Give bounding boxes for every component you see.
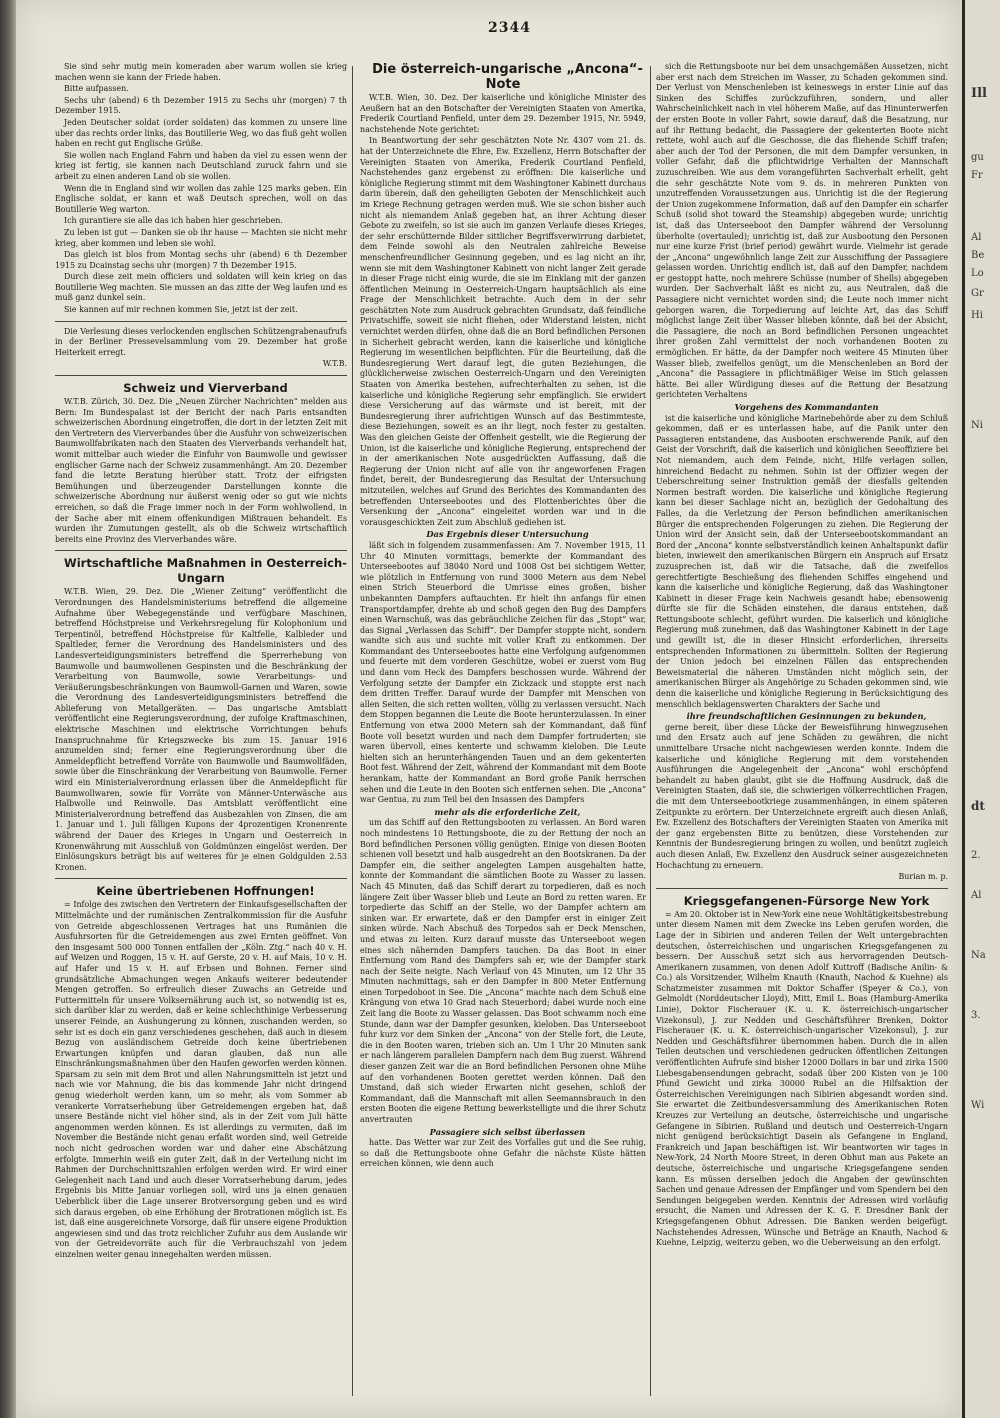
- fragment-text: Lo: [971, 268, 984, 279]
- column-rule: [650, 66, 651, 1396]
- section-divider: [55, 375, 347, 376]
- fragment-text: 3.: [971, 1010, 981, 1021]
- note-text: gerne bereit, über diese Lücke der Beweisführung hinwegzusehen und den Ersatz auch auf jene Schäden zu gewähren, die nicht unmittelbare Ursache nicht nachgewiesen werden konnte. Indem die kaiserliche und königliche Regierung mit dem vorstehenden Ausführungen die Angelegenheit der „Ancona“ wohl erschöpfend behandelt zu haben glaubt, gibt sie die Hoffnung Ausdruck, daß die Vereinigten Staaten, daß sie, die schwierigen völkerrechtlichen Fragen, die mit dem Unterseebootkriege zusammenhängen, in einem späteren Zeitpunkte zu erörtern. Der Unterzeichnete ergreift auch diesen Anlaß, Ew. Exzellenz des Botschafters der Vereinigten Staaten von Amerika mit der ganz ergebensten Bitte zu benützen, diese Vorstehenden zur Kenntnis der Bundesregierung bringen zu wollen, und benützt zugleich auch diesen Anlaß, Ew. Exzellenz den Ausdruck seiner ausgezeichneten Hochachtung zu erneuern.: [656, 722, 948, 870]
- subheading: ihre freundschaftlichen Gesinnungen zu bekunden,: [686, 711, 927, 722]
- paragraph: Sie kannen auf mir rechnen kommen Sie, jetzt ist der zeit.: [64, 305, 298, 315]
- paragraph: Durch diese zeit mein officiers und soldaten will kein krieg on das Boutillerie Weg machten. Sie mussen an das zitte der Weg laufen und es muß ganz dunkel sein.: [55, 272, 347, 303]
- paragraph: Jeden Deutscher soldat (order soldaten) das kommen zu unsere line uber das rechts order links, das Boutillerie Weg, wo das fluß geht wollen haben en recht gut Englische Grüße.: [55, 117, 347, 149]
- subheading: mehr als die erforderliche Zeit,: [434, 806, 581, 817]
- adjacent-page-edge: [962, 0, 1000, 1418]
- article-hoffnungen: = Infolge des zwischen den Vertretern der Einkaufsgesellschaften der Mittelmächte und der rumänischen Zentralkommission für die Ausfuhr von Getreide abgeschlossenen Vertrages hat uns Rumänien die Ausfuhrsorten für die Getreidemengen aus zwei Ernten geöffnet. Von den insgesamt 500 000 Tonnen entfallen der „Köln. Ztg.“ nach 40 v. H. auf Weizen und Roggen, 15 v. H. auf Gerste, 20 v. H. auf Mais, 10 v. H. auf Hafer und 15 v. H. auf Erbsen und Bohnen. Ferner sind grundsätzliche Abmachungen wegen Ankaufs weiterer bedeutender Mengen getroffen. So erfreulich dieser Zuwachs an Getreide und Futtermitteln für unsere Volksernährung auch ist, so notwendig ist es, sich darüber klar zu werden, daß er keine schlechthinige Verbesserung unserer Feinde, an Aushungerung zu können, zuschanden werden, so sehr ist es doch ein ganz verschiedenes geschehen, daß auch in diesem Bezug von ausländischem Getreide doch keine übertriebenen Erwartungen knüpfen und daran glauben, daß nun alle Einschränkungsmaßnahmen über den Haufen geworfen werden können. Sparsam zu sein mit dem Brot und allen Nahrungsmitteln ist jetzt und nach wie vor Mahnung, die bis das kommende Jahr nicht dringend genug wiederholt werden kann, um so mehr, als vom Sommer ab verankerte Vorratserhebung über Getreidemengen ergeben hat, daß unsere Bestände nicht viel höher sind, als in der Zeit vom Juli hätte angenommen werden können. Es ist allerdings zu vermuten, daß im November die Bestände nicht genau erfaßt worden sind, weil Getreide noch nicht gedroschen worden war und daher eine Abschätzung erfolgte. Immerhin weiß ein guter Zeit, daß in der Verteilung nicht im Rahmen der Durchschnittszahlen erfolgen werden wird. Er wird einer Gelegenheit nach Land und auch dieser Vorratserhebung darum, jedes Ergebnis bis Mitte Januar vorliegen soll, wird uns ja einen genauen Ueberblick über die Lage unserer Brotversorgung geben und es wird sich daraus ergeben, ob eine Erhöhung der Brotrationen möglich ist. Es ist, daß eine ausgereichnete Vorsorge, daß für unsere eigene Produktion angewiesen sind und das trotz reichlicher Zufuhr aus dem Auslande wir von der Getreidevorräte auch für die Verbrauchszahl von jedem einzelnen weiter genau innegehalten werden müssen.: [55, 900, 347, 1259]
- agency-signature: W.T.B.: [322, 359, 347, 369]
- paragraph: Sechs uhr (abend) 6 th Dezember 1915 zu Sechs uhr (morgen) 7 th Dezember 1915.: [55, 95, 347, 116]
- fragment-text: Al: [971, 890, 982, 901]
- headline-wirtschaft: Wirtschaftliche Maßnahmen in Oesterreich-Ungarn: [64, 556, 347, 586]
- article-intro: W.T.B. Wien, 30. Dez. Der kaiserliche und königliche Minister des Aeußern hat an den Botschafter der Vereinigten Staaten von Amerika, Frederik Courtland Penfield, unter dem 29. Dezember 1915, Nr. 5949, nachstehende Note gerichtet:: [360, 93, 646, 134]
- headline-ancona-note: Die österreich-ungarische „Ancona“-Note: [372, 62, 643, 92]
- fragment-text: Hi: [971, 310, 983, 321]
- paragraph: Sie wollen nach England Fahrn und haben da viel zu essen wenn der krieg ist fertig, sie kannen nach Deutschland zuruck fahrn und sie arbeit zu einen anderen Land ob sie wollen.: [55, 150, 347, 181]
- fragment-text: 2.: [971, 850, 981, 861]
- column-3: [656, 62, 948, 1250]
- paragraph: Sie sind sehr mutig mein komeraden aber warum wollen sie krieg machen wenn sie kann der Friede haben.: [55, 62, 347, 82]
- subheading: Das Ergebnis dieser Untersuchung: [426, 529, 589, 540]
- fragment-text: Ill: [971, 86, 987, 101]
- english-leaflet-text: [55, 62, 347, 316]
- fragment-text: Wi: [971, 1100, 985, 1111]
- paragraph: Das gleich ist blos from Montag sechs uhr (abend) 6 th Dezember 1915 zu Dcainstag sechs uhr (morgen) 7 th Dezember 1915.: [55, 250, 347, 270]
- headline-hoffnungen: Keine übertriebenen Hoffnungen!: [96, 884, 315, 899]
- column-rule: [352, 66, 353, 1396]
- fragment-text: Na: [971, 950, 986, 961]
- section-divider: [656, 888, 948, 889]
- article-schweiz: W.T.B. Zürich, 30. Dez. Die „Neuen Zürcher Nachrichten“ melden aus Bern: Im Bundespalast ist der Bericht der nach Paris entsandten schweizerischen Abordnung eingetroffen, die dort in der letzten Zeit mit den Vertretern des Vierverbandes über die Ausfuhr von schweizerischen Baumwollfabrikaten nach den Staaten des Vierverbands verhandelt hat, womit mittelbar auch wieder die Einfuhr von Baumwolle und gewisser englischer Garne nach der Schweiz zusammenhängt. Am 20. Dezember fand die letzte Beratung hierüber statt. Trotz der eifrigsten Bemühungen und überzeugender Darstellungen konnte die schweizerische Abordnung nur äußerst wenig oder so gut wie nichts erreichen, so daß die Frage immer noch in der Form wohlwollend, in der Sache aber mit einem offenkundigen Mißtrauen behandelt. Es wurden ihr Zumutungen gestellt, als ob die Schweiz wirtschaftlich bereits eine Provinz des Vierverbandes wäre.: [55, 397, 347, 544]
- page-number: 2344: [488, 20, 531, 36]
- subheading: Passagiere sich selbst überlassen: [429, 1126, 586, 1137]
- paragraph: Wenn die in England sind wir wollen das zahle 125 marks geben. Ein Englische soldat, er kann et waß Deutsch sprechen, woll on das Boutillerie Weg warton.: [55, 183, 347, 214]
- section-divider: [55, 550, 347, 551]
- paragraph: Bitte aufpassen.: [64, 84, 129, 94]
- paragraph: Zu leben ist gut — Danken sie ob ihr hause — Machten sie nicht mehr krieg, aber kommen und leben sie wohl.: [55, 227, 347, 248]
- note-text: sich die Rettungsboote nur bei dem unsachgemäßen Aussetzen, nicht aber erst nach dem Streichen im Wasser, zu Schaden gekommen sind. Der Verlust von Menschenleben ist keineswegs in erster Linie auf das Sinken des Schiffes zurückzuführen, sondern, und aller Wahrscheinlichkeit nach in viel höherem Maße, auf das Hinunterwerfen der ersten Boote in voller Fahrt, sowie darauf, daß die Besatzung, nur auf ihr Rettung bedacht, die Passagiere der gekenterten Boote nicht rettete, wohl auch auf die Geschosse, die das fliehende Schiff trafen; aber auch der Tod der Personen, die mit dem Dampfer versunken, in voller Gefahr, daß die pflichtwidrige Verhalten der Mannschaft zuzuschreiben. Wie aus dem vorangeführten Sachverhalt erhellt, geht die sehr geschätzte Note vom 9. ds. in mehreren Punkten von unzutreffenden Voraussetzungen aus. Unrichtig ist die der Regierung der Union zugekommene Information, daß auf den Dampfer ein scharfer Schuß (solid shot toward the Steamship) abgegeben wurde; unrichtig ist, daß das Unterseeboot den Dampfer während der Versolunng überholte (overtauled); unrichtig ist, daß zur Ausbootung den Personen nur eine kurze Frist (brief period) gewährt wurde. Vielmehr ist gerade der „Ancona“ ungewöhnlich lange Zeit zur Ausschiffung der Passagiere gelassen worden. Unrichtig endlich ist, daß auf den Dampfer, nachdem er gestoppt hatte, noch mehrere Schüsse (number of Shells) abgegeben wurden. Der Sachverhalt läßt es nicht zu, aus Neutralen, daß die Passagiere nicht vernichtet worden sind; die Leute noch immer nicht geborgen waren, die Torpedierung auf leichte Art, das das Schiff möglichst lange Zeit über Wasser blieben könnte, daß bei der Absicht, die Passagiere, die noch an Bord befindlichen Personen ungeachtet ihrer großen Zahl vermittelst der noch vorhandenen Booten zu ermöglichen. Er hätte, da der Dampfer noch weitere 45 Minuten über Wasser blieb, zweifellos genügt, um die Menschenleben an Bord der „Ancona“ die Passagiere in pflichtmäßiger Weise im Stich gelassen hätte. Bei aller Würdigung dieses auf die Rettung der Besatzung gerichteten Verhaltens: [656, 62, 948, 400]
- fragment-text: Al: [971, 232, 982, 243]
- headline-schweiz: Schweiz und Vierverband: [123, 381, 288, 396]
- note-signature: Burian m. p.: [898, 872, 948, 882]
- fragment-text: gu: [971, 152, 984, 163]
- article-kriegsgefangenen: = Am 20. Oktober ist in New-York eine neue Wohltätigkeitsbestrebung unter diesem Namen mit dem Zwecke ins Leben gerufen worden, die Lage der in Sibirien und anderen Teilen der Welt untergebrachten deutschen, österreichischen und ungarischen Kriegsgefangenen zu bessern. Der Ausschuß setzt sich aus hervorragenden Deutsch-Amerikanern zusammen, von denen Adolf Kuttroff (Badische Anilin- & Co.) als Vorsitzender, Wilhelm Knauth (Knauth, Nachod & Kuehne) als Schatzmeister zusammen mit Doktor Schaffer (Speyer & Co.), von Gelmoldt (Norddeutscher Lloyd), Mitt, Emil L. Boas (Hamburg-Amerika Linie), Doktor Fischerauer (K. u. K. österreichisch-ungarischer Vizekonsul), J. zur Nedden und Geschäftsführer Brenken, Doktor Fischerauer (K. u. K. österreichisch-ungarischer Vizekonsul), J. zur Nedden und Geschäftsführer übernommen haben. Durch die in allen Teilen deutschen und verschiedenen gedrucken öffentlichen Zeitungen veröffentlichten Aufrufe sind bisher 12000 Dollars in bar und zirka 1500 Liebesgabensendungen gebracht, sodaß über 200 Kisten von je 100 Pfund Gewicht und zirka 30000 Rubel an die Hilfsaktion der Österreichischen Vereinigungen nach Sibirien abgesandt worden sind. Sie erwartet die Zeitbundesversammlung des Amerikanischen Roten Kreuzes zur Verteilung an deutsche, österreichische und ungarische Gefangene in Sibirien. Rußland und deutsch und Oesterreich-Ungarn nicht genügend berücksichtigt Dasein als Gefangene in England, Frankreich und Japan beschäftigen ist. Wir beantworten wir tages in New-York, 24 North Moore Street, in deren Obhut man aus Pakete an deutsche, österreichische und ungarische Kriegsgefangene senden kann. Es müssen derselben jedoch die Angaben der gewünschten Sachen und genaue Adressen der Empfänger und vom Spendern bei den Sendungen beigegeben werden. Kenntnis der Adressen wird vorläufig ersucht, die Namen und Adressen der K. G. F. Dresdner Bank der Kriegsgefangenen Obhut Adressen. Die Banken werden beigefügt. Nachstehendes Adressen, Wünsche und Beträge an Knauth, Nachod & Kuehne, Leipzig, weiterzu geben, wo die Ueberweisung an den erfolgt.: [656, 909, 948, 1248]
- column-2: [360, 62, 646, 1171]
- column-1: [55, 62, 347, 1262]
- note-text: um das Schiff auf den Rettungsbooten zu verlassen. An Bord waren noch mindestens 10 Rettungsboote, die zu der Rettung der noch an Bord befindlichen Personen völlig genügten. Einige von diesen Booten schienen voll besetzt und halb ausgedreht an den Bootskranen. Da der Dampfer ein, die seither angelegten Lampen ausgehalten hatte, konnte der Kommandant die sämtlichen Boote zu Wasser zu lassen. Nach 45 Minuten, daß das Schiff derart zu torpedieren, daß es noch längere Zeit über Wasser blieb und Leute an Bord zu retten waren. Er torpedierte das Schiff an der Stelle, wo der Dampfer achtern am sinken war. Er erwartete, daß er den Dampfer erst in einiger Zeit sinken würde. Nach Abschuß des Torpedos sah er Deck Menschen, und etwas zu leiten. Kurz darauf musste das Unterseeboot wegen eines sich nähernden Dampfers tauchen. Da das Boot in einer Entfernung vom Rand des Dampfers sah er, wie der Dampfer stark nach der Seite neigte. Nach Verlauf von 45 Minuten, um 12 Uhr 35 Minuten nachmittags, sah er den Dampfer in 800 Meter Entfernung einen Torpedoboot in See. Die „Ancona“ machte nach dem Schuß eine Krängung von etwa 10 Grad nach Steuerbord; dabei wurde noch eine Zeit lang die Boote zu Wasser gelassen. Das Boot schwamm noch eine Stunde, dann war der Dampfer gesunken, kieloben. Das Unterseeboot fuhr kurz vor dem Sinken der „Ancona“ von der Stelle fort, die Leute, die in den Booten waren, trieben sich an. Um 1 Uhr 20 Minuten sank er nach längerem parallelen Dampfern nach dem Bug zuerst. Während dieser ganzen Zeit war die an Bord befindlichen Personen ohne Mühe auf den vorhandenen Booten gerettet werden können. Daß den Umstand, daß sich wieder Erwarten nicht gesehen, schloß der Kommandant, daß die Mannschaft mit allen Seemannsbrauch in den ersten Booten die eigene Rettung bewerkstelligte und die ihrer Schutz anvertrauten: [360, 818, 646, 1124]
- section-divider: [55, 321, 347, 322]
- note-text: hatte. Das Wetter war zur Zeit des Vorfalles gut und die See ruhig, so daß die Rettungsboote ohne Gefahr die nächste Küste hätten erreichen können, wie denn auch: [360, 1138, 646, 1169]
- article-wirtschaft: W.T.B. Wien, 29. Dez. Die „Wiener Zeitung“ veröffentlicht die Verordnungen des Handelsministeriums betreffend die allgemeine Aufnahme über Webegegenstände und verfügbare Maschinen, betreffend Höchstpreise und Verkehrsregelung für Kolophonium und Terpentinöl, betreffend Höchstpreise für Kaltfelle, Kalbleder und Spaltleder, ferner die Verordnung des Handelsministers und des Landesverteidigungsministers betreffend die Sperrerhebung von Baumwolle und baumwollenen Gespinsten und die Beschränkung der Verarbeitung von Baumwolle, sowie Verarbeitungs- und Veräußerungsbeschränkungen von Baumwoll-Garnen und Waren, sowie die Verordnung des Landesverteidigungsministers betreffend die Ablieferung von Metallgeräten. — Das ungarische Amtsblatt veröffentlicht eine Regierungsverordnung, der zufolge Kraftmaschinen, elektrische Maschinen und elektrische Vorrichtungen behufs Inanspruchnahme für Kriegszwecke bis zum 15. Januar 1916 anzumelden sind; ferner eine Regierungsverordnung über die Anmeldepflicht betreffend Vorräte von Baumwolle und Baumwollfäden, sowie über die Einschränkung der Verarbeitung von Baumwolle. Ferner wird ein Ministerialverordnung erlassen über die Anmeldepflicht für Baumwollwaren, sowie für Vorräte von Männer-Unterwäsche aus Halbwolle und Reinwolle. Das Amtsblatt veröffentlicht eine Ministerialverordnung betreffend das Ausbezahlen von Zinsen, die am 1. Januar und 1. Juli fälligen Kupons der 4prozentigen Kronenrente während der Dauer des Krieges in Ungarn und Oesterreich in Kronenwährung mit Ausschluß von Goldmünzen eingelöst werden. Der Einlösungskurs beträgt bis auf weiteres für je einen Goldgulden 2.53 Kronen.: [55, 587, 347, 872]
- fragment-text: Fr: [971, 170, 983, 181]
- fragment-text: Gr: [971, 288, 984, 299]
- note-text: In Beantwortung der sehr geschätzten Note Nr. 4307 vom 21. ds. hat der Unterzeichnete die Ehre, Ew. Exzellenz, Herrn Botschafter der Vereinigten Staaten von Amerika, Frederik Courtland Penfield, Nachstehendes ganz ergebenst zu eröffnen: Die kaiserliche und königliche Regierung stimmt mit dem Washingtoner Kabinett durchaus darin überein, daß den geheiligten Geboten der Menschlichkeit auch im Kriege Rechnung getragen werden muß. Wie sie schon bisher auch nicht als niemandem Anlaß gegeben hat, an ihrer Achtung dieser Gebote zu zweifeln, so ist sie auch im ganzen Verlaufe dieses Krieges, der sehr erschütternde Bilder sittlicher Begriffsverwirrung darbietet, dem Feinde sowohl als den Neutralen zahlreiche Beweise menschenfreundlicher Gesinnung gegeben, und es lag nicht an ihr, wenn sie mit dem Washingtoner Kabinett von nicht langer Zeit gerade in dieser Frage nicht einig wurde, die sie im Einklang mit der ganzen öffentlichen Meinung in Oesterreich-Ungarn hauptsächlich als eine Frage der Menschlichkeit betrachte. Auch dem in der sehr geschätzten Note zum Ausdruck gebrachten Grundsatz, daß feindliche Privatschiffe, soweit sie nicht fliehen, oder Widerstand leisten, nicht vernichtet werden dürfen, ohne daß die an Bord befindlichen Personen in Sicherheit gebracht werden, kann die kaiserliche und königliche Regierung im wesentlichen beipflichten. Für die Beurteilung, daß die Bundesregierung Wert darauf legt, die guten Beziehungen, die glücklicherweise zwischen Oesterreich-Ungarn und den Vereinigten Staaten von Amerika bestehen, aufrechterhalten zu sehen, ist die kaiserliche und königliche Regierung sehr empfänglich. Sie erwidert diese Versicherung auf das wärmste und ist bereit, mit der Bundesregierung ihrer aufrichtigen Wunsch auf das Bestimmteste, diese Beziehungen, soweit es an ihr liegt, noch fester zu gestalten. Was den gleichen Geiste der Offenheit gestellt, wie die Regierung der Union, ist die kaiserliche und königliche Regierung, entsprechend der in der amerikanischen Note ausgedrückten Auffassung, daß die Regierung der Union nicht auf alle von ihr angeworfenen Fragen findet, bereit, der Bundesregierung das Resultat der Untersuchung mitzuteilen, welches auf Grund des Berichtes des Kommandanten des betreffenden Unterseebootes und des Flottenberichtes über die Versenkung der „Ancona“ eingeleitet worden war und in die vorausgeschickten Zeit zum Abschluß gediehen ist.: [360, 136, 646, 527]
- subheading: Vorgehens des Kommandanten: [734, 402, 879, 412]
- fragment-text: Ni: [971, 420, 983, 431]
- note-text: läßt sich in folgendem zusammenfassen: Am 7. November 1915, 11 Uhr 40 Minuten vormittags, bemerkte der Kommandant des Unterseebootes auf 38040 Nord und 1008 Ost bei sichtigem Wetter, wie plötzlich in Entfernung von rund 3000 Metern aus dem Nebel einen Strich Steuerbord die Umrisse eines großen, bisher unbekannten Dampfers auftauchten. Er hielt ihn anfangs für einen Transportdampfer, drehte ab und schoß gegen den Bug des Dampfers einen Warnschuß, was das gebräuchliche Zeichen für das „Stopt“ war, das Signal „Verlassen das Schiff“. Der Dampfer stoppte nicht, sondern wandte sich aus und suchte mit voller Kraft zu entkommen. Der Kommandant des Unterseebootes hatte eine Verfolgung aufgenommen und feuerte mit dem vorderen Geschütze, wobei er zuerst vom Bug und dann vom Heck des Dampfers beschossen wurde. Während der Verfolgung setzte der Dampfer ein Zickzack und stoppte erst nach dem dritten Treffer. Darauf wurde der Dampfer mit Menschen von allen Seiten, die sich retten wollten, völlig zu verlassen versucht. Nach dem Stoppen begannen die Leute die Boote herunterzulassen. In einer Entfernung von etwa 2000 Metern sah der Kommandant, daß fünf Boote voll besetzt wurden und nach dem Dampfer fortruderten; sie waren übervoll, eines kenterte und schwamm kieloben. Die Leute hielten sich an herunterhängenden Tauen und an dem gekenterten Boot fest. Während der Zeit, während der Kommandant mit dem Boote herankam, hatte der Kommandant an Bord große Panik herrschen sehen und die Leute in den Booten sich entfernen sehen. Die „Ancona“ war Gentua, zu zum Teil bei den Insassen des Dampfers: [360, 540, 646, 805]
- section-divider: [55, 878, 347, 879]
- headline-kriegsgefangenen: Kriegsgefangenen-Fürsorge New York: [683, 893, 930, 908]
- fragment-text: dt: [971, 799, 985, 813]
- press-note: Die Verlesung dieses verlockenden englischen Schützengrabenaufrufs in der Berliner Pressevelsammlung vom 29. Dezember hat große Heiterkeit erregt.: [55, 326, 347, 357]
- paragraph: Ich gurantiere sie alle das ich haben hier geschrieben.: [64, 216, 283, 226]
- note-text: ist die kaiserliche und königliche Marinebehörde aber zu dem Schluß gekommen, daß er es unterlassen habe, auf die Panik unter den Passagieren entstandene, das Ausbooten erschwerende Panik, auf den Geist der Vorschrift, daß die kaiserlich und königlichen Seeoffiziere bei Not niemandem, auch dem Feinde, nicht, Hilfe verlagen sollen, hinreichend Bedacht zu nehmen. Sohin ist der Offizier wegen der Ueberschreitung seiner Instruktion gemäß der diesfalls geltenden Normen bestraft worden. Die kaiserliche und königliche Regierung kann bei dieser Sachlage nicht an, bezüglich der Gedohaltung des Falles, da die Verletzung der Person befindlichen amerikanischen Bürger die entsprechenden Folgerungen zu ziehen. Die Regierung der Union wird der Ansicht sein, daß der Unterseebootskommandant an Bord der „Ancona“ konnte selbstverständlich keinen Anhaltspunkt dafür bieten, inwieweit den amerikanischen Bürgern ein Anspruch auf Ersatz zuzusprechen ist, daß wir die Tatsache, daß die zweifellos gerechtfertigte Beschießung des fliehenden Schiffes eingehend und kann die kaiserliche und königliche Regierung, daß das Washingtoner Kabinett in dieser Frage kein Nachweis gesandt habe; ebensowenig dürfte sie für die Schäden einstehen, die daraus entstehen, daß Rettungsboote schlecht, geführt wurden. Die kaiserlich und königliche Regierung muß zunehmen, daß das Washingtoner Kabinett in der Lage und gewillt ist, die in dieser Hinsicht erforderlichen, ihrerseits entsprechenden Informationen zu übermitteln. Sollten der Regierung der Union jedoch bei einzelnen Fällen das entsprechenden Beweismaterial die näheren Umständen nicht möglich sein, der amerikanischen Bürger als Angehörige zu Schaden gekommen sind, wie denn die kaiserliche und königliche Regierung in Berücksichtigung des menschlich beklagenswerten Charakters der Sache und: [656, 413, 948, 709]
- fragment-text: Be: [971, 250, 985, 261]
